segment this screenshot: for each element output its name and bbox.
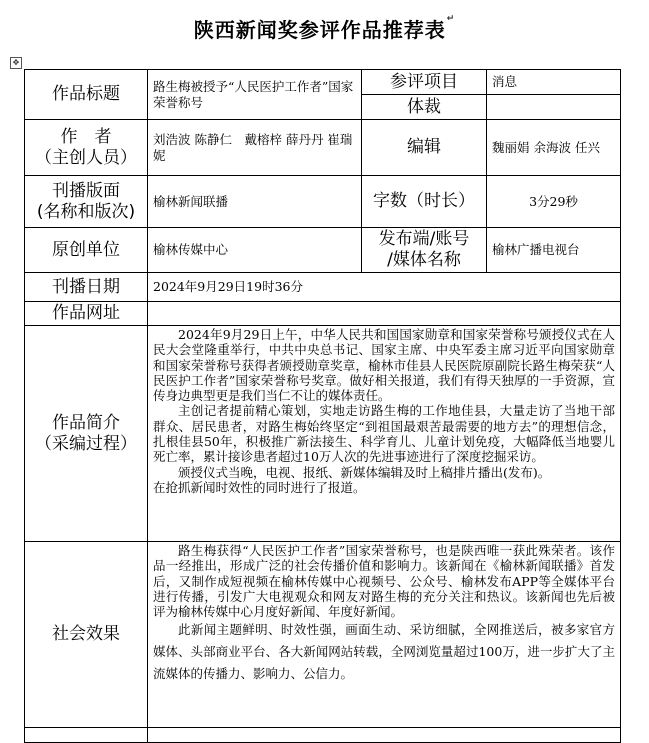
trailing-empty-cell — [148, 728, 621, 743]
intro-label: 作品简介 （采编过程） — [25, 326, 148, 542]
table-move-handle-icon[interactable]: ✥ — [10, 57, 22, 69]
author-value[interactable]: 刘浩波 陈静仁 戴榕梓 薛丹丹 崔瑞妮 — [148, 120, 362, 176]
intro-text-cell[interactable] — [148, 326, 621, 542]
publish-section-value[interactable]: 榆林新闻联播 — [148, 176, 362, 228]
social-effect-label: 社会效果 — [25, 542, 148, 728]
intro-paragraph: 主创记者提前精心策划，实地走访路生梅的工作地佳县，大量走访了当地干部群众、居民患者，对路生梅始终坚定“到祖国最艰苦最需要的地方去”的理想信念，扎根佳县50年，积极推广新法接生、科学育儿、儿童计划免疫，大幅降低当地婴儿死亡率，累计接诊患者超过10万人次的先进事迹进行了深度挖掘采访。 — [153, 403, 615, 465]
category-value[interactable]: 消息 — [487, 70, 621, 95]
effect-paragraph: 此新闻主题鲜明、时效性强，画面生动、采访细腻，全网推送后，被多家官方媒体、头部商业平台、各大新闻网站转载，全网浏览量超过100万，进一步扩大了主流媒体的传播力、影响力、公信力。 — [153, 622, 615, 682]
recommendation-form-table — [24, 69, 621, 743]
work-url-value[interactable] — [148, 302, 621, 326]
trailing-empty-cell — [25, 728, 148, 743]
publisher-value[interactable]: 榆林广播电视台 — [487, 228, 621, 273]
publish-date-label: 刊播日期 — [25, 273, 148, 302]
publish-date-value[interactable]: 2024年9月29日19时36分 — [148, 273, 621, 302]
publisher-label: 发布端/账号 /媒体名称 — [362, 228, 487, 273]
genre-value[interactable] — [487, 95, 621, 120]
editor-label: 编辑 — [362, 120, 487, 176]
work-title-label: 作品标题 — [25, 70, 148, 120]
effect-paragraph: 路生梅获得“人民医护工作者”国家荣誉称号，也是陕西唯一获此殊荣者。该作品一经推出，形成广泛的社会传播价值和影响力。该新闻在《榆林新闻联播》首发后，又制作成短视频在榆林传媒中心视频号、公众号、榆林发布APP等全媒体平台进行传播，引发广大电视观众和网友对路生梅的充分关注和热议。该新闻也先后被评为榆林传媒中心月度好新闻、年度好新闻。 — [153, 543, 615, 620]
intro-paragraph: 在抢抓新闻时效性的同时进行了报道。 — [153, 479, 366, 495]
category-label: 参评项目 — [362, 70, 487, 95]
word-count-label: 字数（时长） — [362, 176, 487, 228]
author-label: 作 者 （主创人员） — [25, 120, 148, 176]
editor-value[interactable]: 魏丽娟 余海波 任兴 — [487, 120, 621, 176]
work-title-value[interactable]: 路生梅被授予“人民医护工作者”国家荣誉称号 — [148, 70, 362, 120]
intro-paragraph: 2024年9月29日上午，中华人民共和国国家勋章和国家荣誉称号颁授仪式在人民大会堂隆重举行，中共中央总书记、国家主席、中央军委主席习近平向国家勋章和国家荣誉称号获得者颁授勋章奖章，榆林市佳县人民医院原副院长路生梅荣获“人民医护工作者”国家荣誉称号奖章。做好相关报道，我们有得天独厚的一手资源，宣传身边典型更是我们当仁不让的媒体责任。 — [153, 327, 615, 404]
document-title: 陕西新闻奖参评作品推荐表↵ — [193, 14, 456, 42]
work-url-label: 作品网址 — [25, 302, 148, 326]
publish-section-label: 刊播版面 (名称和版次) — [25, 176, 148, 228]
origin-unit-label: 原创单位 — [25, 228, 148, 273]
genre-label: 体裁 — [362, 95, 487, 120]
intro-paragraph: 颁授仪式当晚，电视、报纸、新媒体编辑及时上稿排片播出(发布)。 — [178, 464, 551, 480]
word-count-value[interactable]: 3分29秒 — [487, 176, 621, 228]
origin-unit-value[interactable]: 榆林传媒中心 — [148, 228, 362, 273]
social-effect-text-cell[interactable] — [148, 542, 621, 728]
